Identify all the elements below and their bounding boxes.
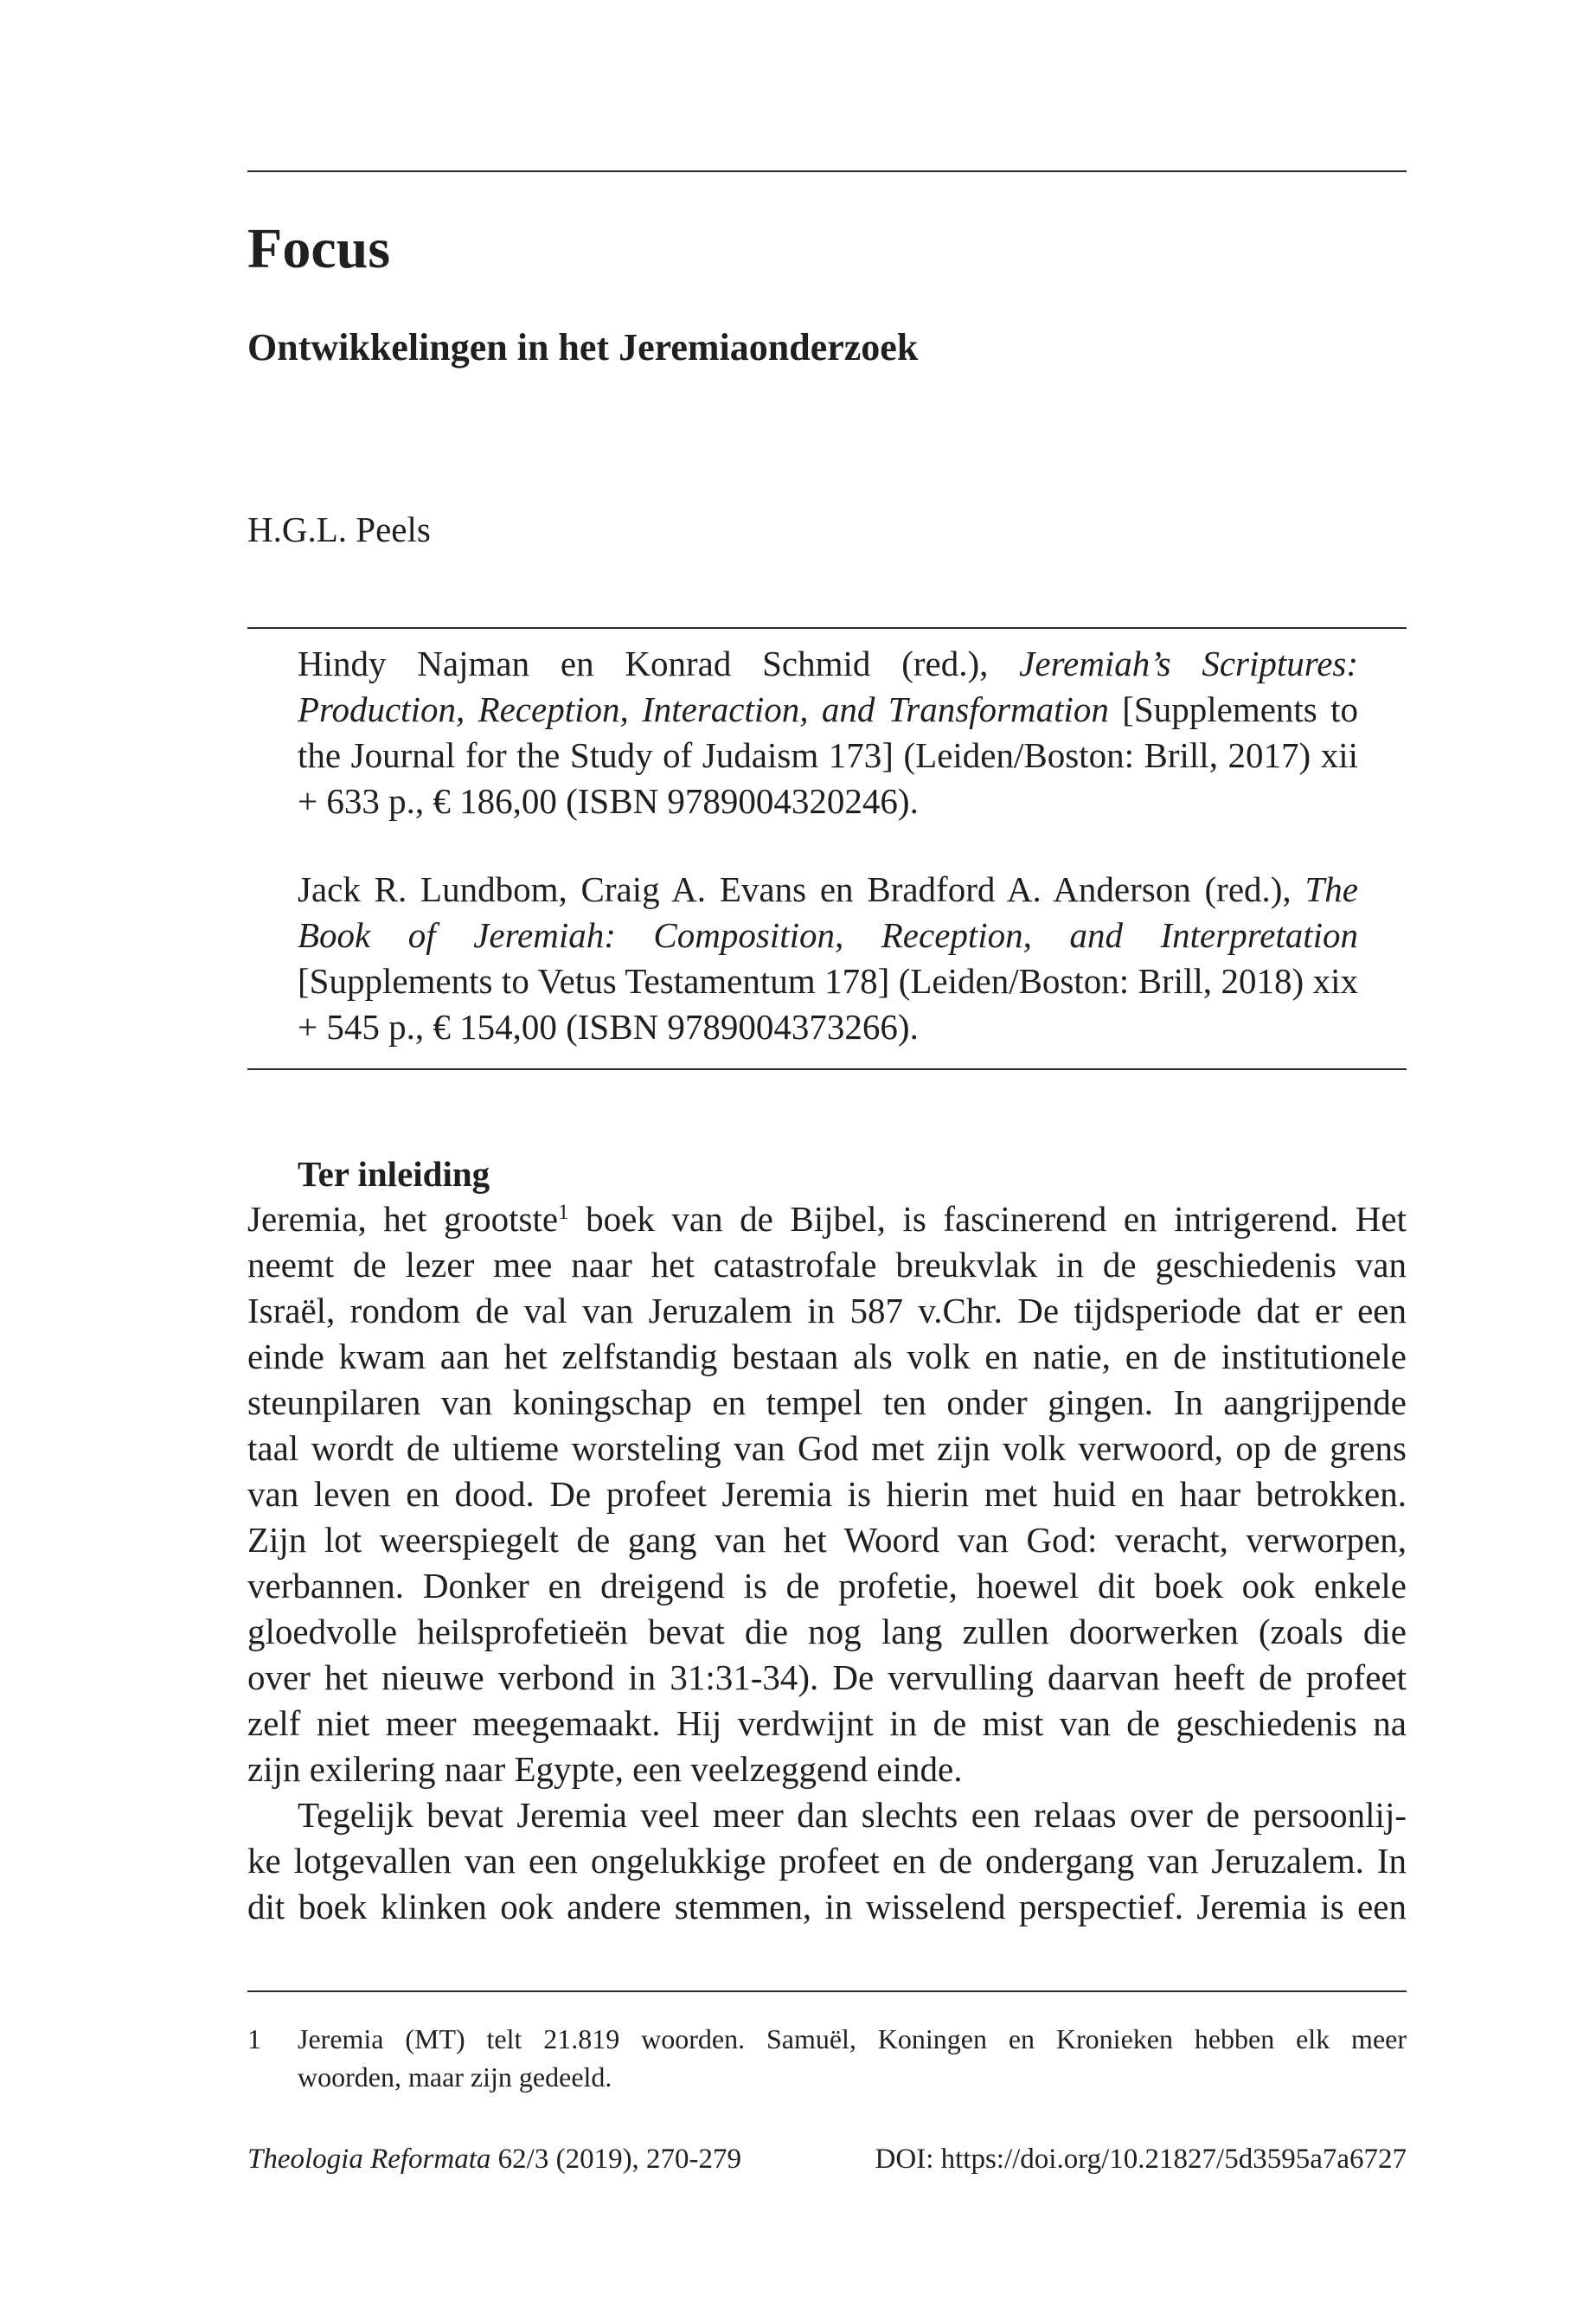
section-heading: Ter inleiding [298, 1154, 490, 1194]
body-line: zijn exilering naar Egypte, een veelzeggend einde. [247, 1749, 963, 1789]
body-line: ke lotgevallen van een ongelukkige profeet en de ondergang van Jeruzalem. In [247, 1841, 1407, 1881]
body-line: steunpilaren van koningschap en tempel ten onder gingen. In aangrijpende [247, 1382, 1407, 1422]
body-line: Jeremia, het grootste$^1$ boek van de Bijbel, is fascinerend en intrigerend. Het [247, 1199, 1407, 1239]
review-details: [Supplements to Vetus Testamentum 178] (Leiden/Boston: Brill, 2018) xix + 545 p., € 154,00 (ISBN 9789004373266). [298, 961, 1358, 1047]
footnote-line: woorden, maar zijn gedeeld. [298, 2061, 612, 2093]
body-line: over het nieuwe verbond in 31:31-34). De vervulling daarvan heeft de profeet [247, 1657, 1407, 1697]
body-line: gloedvolle heilsprofetieën bevat die nog lang zullen doorwerken (zoals die [247, 1612, 1407, 1651]
top-rule [247, 170, 1407, 172]
body-line: taal wordt de ultieme worsteling van God met zijn volk verwoord, op de grens [247, 1428, 1407, 1468]
journal-name: Theologia Reformata [247, 2144, 491, 2175]
doi-link[interactable]: DOI: https://doi.org/10.21827/5d3595a7a6727 [875, 2144, 1407, 2175]
body-line: neemt de lezer mee naar het catastrofale breukvlak in de geschiedenis van [247, 1245, 1407, 1285]
footnote-reference[interactable]: 1 [558, 1201, 569, 1224]
body-line: Israël, rondom de val van Jeruzalem in 587 v.Chr. De tijdsperiode dat er een [247, 1291, 1407, 1330]
body-line: verbannen. Donker en dreigend is de profetie, hoewel dit boek ook enkele [247, 1566, 1407, 1606]
article-title: Ontwikkelingen in het Jeremiaonderzoek [247, 326, 919, 369]
body-line: van leven en dood. De profeet Jeremia is hierin met huid en haar betrokken. [247, 1474, 1407, 1514]
body-line: Zijn lot weerspiegelt de gang van het Woord van God: veracht, verworpen, [247, 1520, 1407, 1560]
journal-issue: 62/3 (2019), 270-279 [497, 2144, 742, 2175]
body-line: einde kwam aan het zelfstandig bestaan als volk en natie, en de institutionele [247, 1336, 1407, 1376]
section-label: Focus [247, 217, 390, 280]
body-line: zelf niet meer meegemaakt. Hij verdwijnt in de mist van de geschiedenis na [247, 1703, 1407, 1743]
journal-citation [247, 2140, 741, 2178]
review-book-title: The Book of Jeremiah: Composition, Reception, and Interpretation [298, 869, 1358, 955]
footnote-line: Jeremia (MT) telt 21.819 woorden. Samuël, Koningen en Kronieken hebben elk meer [298, 2023, 1407, 2054]
review-entry-1 [298, 641, 1358, 824]
author-name: H.G.L. Peels [247, 510, 431, 549]
review-editors: Jack R. Lundbom, Craig A. Evans en Bradford A. Anderson (red.), [298, 869, 1292, 909]
review-details: [Supplements to the Journal for the Study of Judaism 173] (Leiden/Boston: Brill, 2017) xii + 633 p., € 186,00 (ISBN 9789004320246). [298, 689, 1359, 821]
review-editors: Hindy Najman en Konrad Schmid (red.), [298, 644, 989, 683]
reviews-top-rule [247, 627, 1407, 629]
body-line: Tegelijk bevat Jeremia veel meer dan slechts een relaas over de persoonlij- [298, 1795, 1407, 1835]
footnote-number: 1 [247, 2023, 261, 2054]
review-entry-2 [298, 867, 1358, 1050]
review-book-title: Jeremiah’s Scriptures: Production, Reception, Interaction, and Transformation [298, 644, 1358, 729]
reviews-bottom-rule [247, 1068, 1407, 1070]
body-line: dit boek klinken ook andere stemmen, in wisselend perspectief. Jeremia is een [247, 1887, 1407, 1926]
footnote-rule [247, 1990, 1407, 1992]
